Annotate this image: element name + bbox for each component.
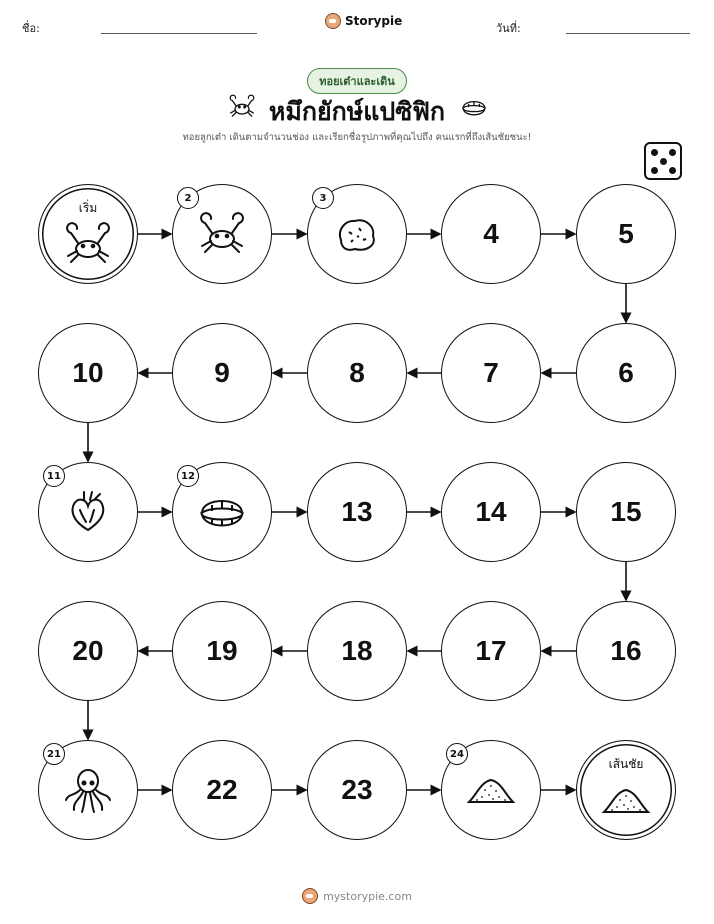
board-space-8: [307, 323, 407, 423]
space-number: 4: [483, 218, 499, 249]
octopus-icon: [62, 764, 114, 816]
board-space-20: [38, 601, 138, 701]
start-label: เริ่ม: [78, 201, 98, 215]
bear-icon: [302, 888, 318, 904]
name-label: ชื่อ:: [22, 22, 40, 35]
board-space-15: [576, 462, 676, 562]
board-space-12: [172, 462, 272, 562]
space-number: 15: [610, 496, 642, 527]
clam-icon: [196, 486, 248, 538]
space-number: 23: [341, 774, 373, 805]
space-number: 16: [610, 635, 642, 666]
board-space-17: [441, 601, 541, 701]
board-space-4: [441, 184, 541, 284]
footer-url: mystorypie.com: [323, 889, 412, 903]
space-number-badge: 3: [312, 187, 334, 209]
date-label: วันที่:: [496, 22, 521, 35]
board-space-23: [307, 740, 407, 840]
board-space-13: [307, 462, 407, 562]
crab-icon: [196, 208, 248, 260]
finish-label: เส้นชัย: [608, 757, 644, 771]
page-title: หมึกยักษ์แปซิฟิก: [268, 97, 446, 126]
instructions: ทอยลูกเต๋า เดินตามจำนวนช่อง และเรียกชื่อรูปภาพที่คุณไปถึง คนแรกที่ถึงเส้นชัยชนะ!: [182, 132, 532, 143]
game-type-tag: ทอยเต๋าและเดิน: [307, 68, 407, 94]
heart-icon: [62, 486, 114, 538]
board-space-6: [576, 323, 676, 423]
space-number-badge: 21: [43, 743, 65, 765]
footer: [0, 888, 714, 904]
space-number: 18: [341, 635, 373, 666]
sand-icon: [600, 774, 652, 826]
board-space-3: [307, 184, 407, 284]
space-number-badge: 2: [177, 187, 199, 209]
space-number-badge: 11: [43, 465, 65, 487]
space-number: 22: [206, 774, 238, 805]
board-space-9: [172, 323, 272, 423]
crab-icon: [62, 218, 114, 270]
space-number: 19: [206, 635, 238, 666]
board-space-24: [441, 740, 541, 840]
space-number-badge: 12: [177, 465, 199, 487]
sand-icon: [465, 764, 517, 816]
space-number-badge: 24: [446, 743, 468, 765]
board-space-2: [172, 184, 272, 284]
board-space-11: [38, 462, 138, 562]
board-space-19: [172, 601, 272, 701]
space-number: 7: [483, 357, 499, 388]
space-number: 13: [341, 496, 373, 527]
finish-space: [576, 740, 676, 840]
brand-name: Storypie: [345, 14, 403, 28]
board-space-14: [441, 462, 541, 562]
board-space-7: [441, 323, 541, 423]
space-number: 10: [72, 357, 104, 388]
start-space: [38, 184, 138, 284]
board-space-16: [576, 601, 676, 701]
board-space-21: [38, 740, 138, 840]
space-number: 6: [618, 357, 634, 388]
board-space-5: [576, 184, 676, 284]
board-space-18: [307, 601, 407, 701]
board-space-22: [172, 740, 272, 840]
space-number: 5: [618, 218, 634, 249]
space-number: 17: [475, 635, 507, 666]
board-space-10: [38, 323, 138, 423]
rock-icon: [331, 208, 383, 260]
space-number: 9: [214, 357, 230, 388]
space-number: 14: [475, 496, 507, 527]
space-number: 8: [349, 357, 365, 388]
space-number: 20: [72, 635, 104, 666]
